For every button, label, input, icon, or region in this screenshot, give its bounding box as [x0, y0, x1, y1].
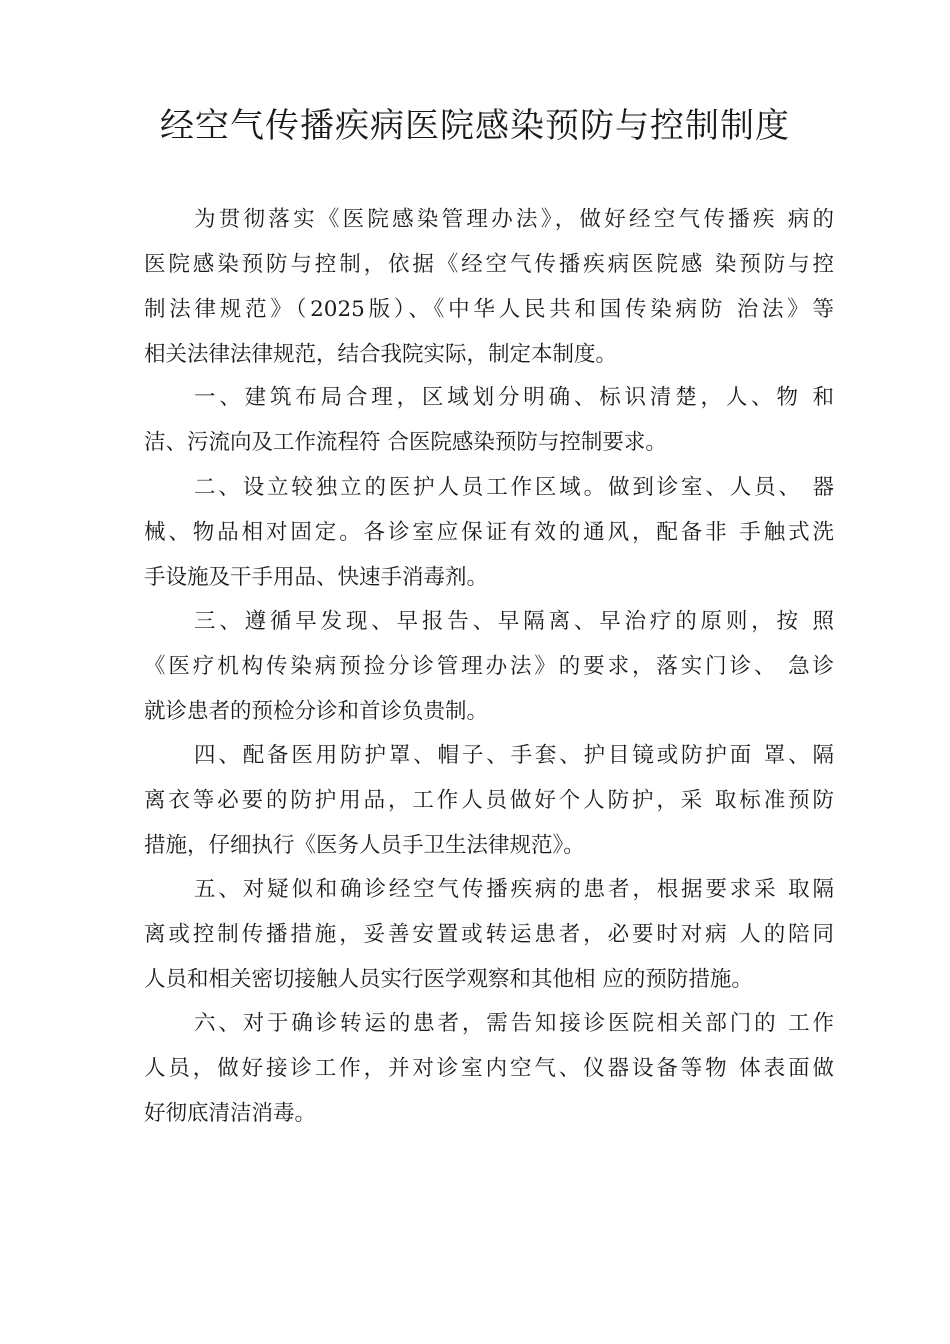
document-title: 经空气传播疾病医院感染预防与控制制度 [160, 106, 790, 146]
text-line: 措施，仔细执行《医务人员手卫生法律规范》。 [144, 833, 585, 858]
text-line: 相关法律法律规范，结合我院实际，制定本制度。 [144, 342, 618, 367]
paragraph-item-4 [144, 733, 834, 868]
text-line: 四、配备医用防护罩、帽子、手套、护目镜或防护面 罩、隔 [194, 743, 834, 768]
paragraph-item-3 [144, 599, 834, 734]
text-line: 制法律规范》（2025版）、《中华人民共和国传染病防 治法》等 [144, 297, 834, 322]
text-line: 械、物品相对固定。各诊室应保证有效的通风，配备非 手触式洗 [144, 520, 834, 545]
text-line: 六、对于确诊转运的患者，需告知接诊医院相关部门的 工作 [194, 1011, 834, 1036]
text-line: 就诊患者的预检分诊和首诊负贵制。 [144, 699, 489, 724]
text-line: 好彻底清洁消毒。 [144, 1101, 317, 1126]
paragraph-item-5 [144, 867, 834, 1002]
text-line: 为贯彻落实《医院感染管理办法》，做好经空气传播疾 病的 [194, 207, 834, 232]
text-line: 一、建筑布局合理，区域划分明确、标识清楚，人、物 和 [194, 385, 834, 410]
text-line: 《医疗机构传染病预捡分诊管理办法》的要求，落实门诊、 急诊 [144, 654, 834, 679]
text-line: 手设施及干手用品、快速手消毒剂。 [144, 565, 489, 590]
text-line: 人员和相关密切接触人员实行医学观察和其他相 应的预防措施。 [144, 967, 753, 992]
text-line: 医院感染预防与控制，依据《经空气传播疾病医院感 染预防与控 [144, 252, 834, 277]
paragraph-intro [144, 197, 834, 377]
paragraph-item-2 [144, 465, 834, 600]
paragraph-item-1 [144, 375, 834, 465]
text-line: 二、设立较独立的医护人员工作区域。做到诊室、人员、 器 [194, 475, 834, 500]
text-line: 人员，做好接诊工作，并对诊室内空气、仪器设备等物 体表面做 [144, 1056, 834, 1081]
text-line: 离或控制传播措施，妥善安置或转运患者，必要时对病 人的陪同 [144, 922, 834, 947]
text-line: 离衣等必要的防护用品，工作人员做好个人防护，采 取标准预防 [144, 788, 834, 813]
text-line: 洁、污流向及工作流程符 合医院感染预防与控制要求。 [144, 430, 667, 455]
paragraph-item-6 [144, 1001, 834, 1136]
text-line: 五、对疑似和确诊经空气传播疾病的患者，根据要求采 取隔 [194, 877, 834, 902]
text-line: 三、遵循早发现、早报告、早隔离、早治疗的原则，按 照 [194, 609, 834, 634]
